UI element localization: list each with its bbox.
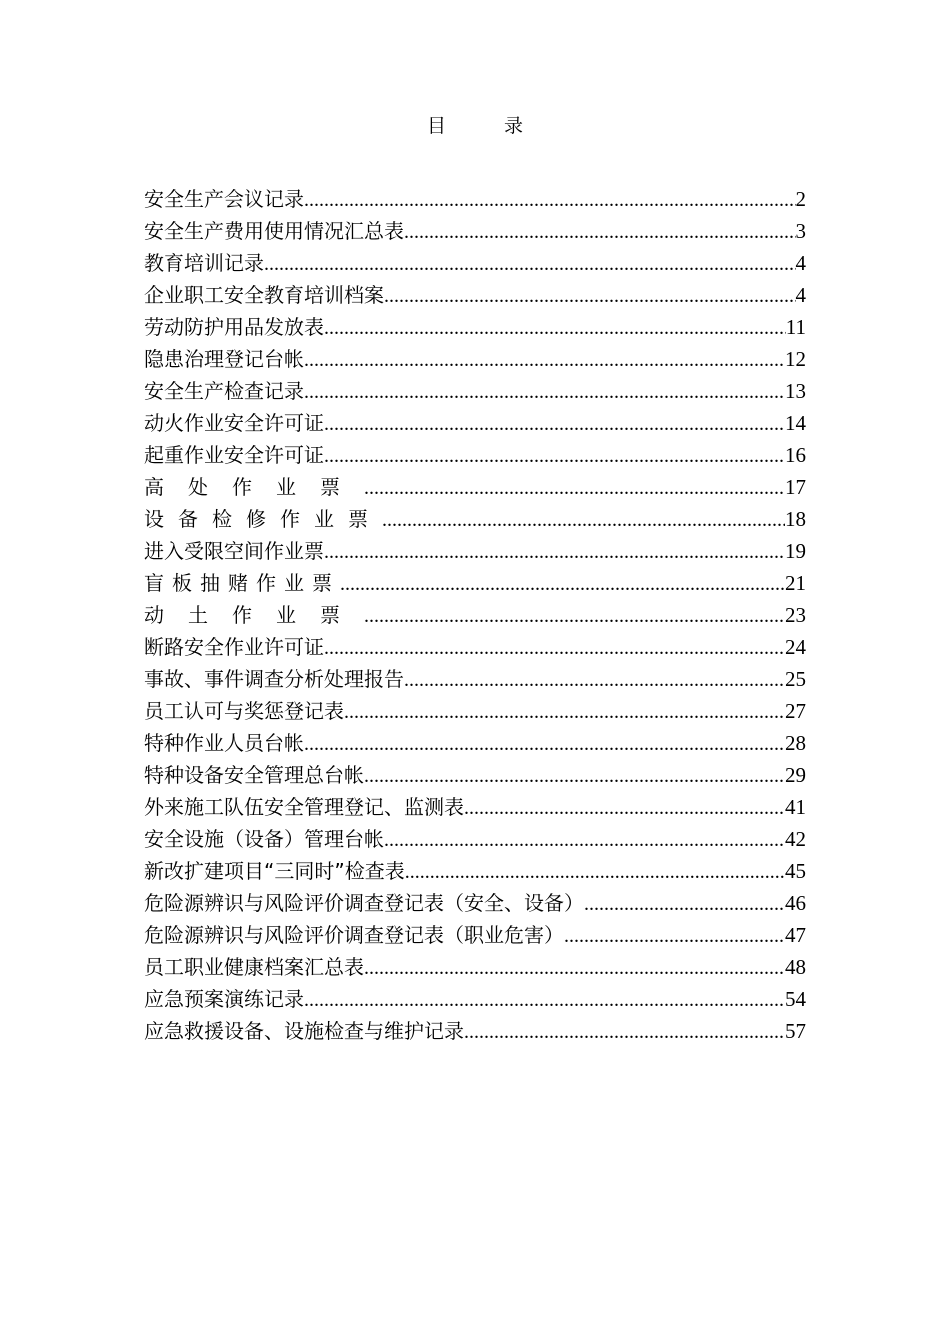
toc-title: 目 录	[426, 115, 550, 137]
toc-entry-label: 教育培训记录	[144, 251, 264, 275]
toc-dot-leader	[405, 856, 785, 888]
toc-dot-leader	[324, 312, 786, 344]
toc-entry-label: 危险源辨识与风险评价调查登记表（职业危害）	[144, 923, 564, 947]
toc-list	[144, 183, 806, 1047]
toc-entry[interactable]	[144, 247, 806, 279]
toc-dot-leader	[384, 280, 796, 312]
toc-dot-leader	[382, 504, 785, 536]
toc-entry-label: 安全生产检查记录	[144, 379, 304, 403]
toc-entry-label: 断路安全作业许可证	[144, 635, 324, 659]
toc-entry[interactable]	[144, 695, 806, 727]
toc-entry-label: 劳动防护用品发放表	[144, 315, 324, 339]
toc-entry[interactable]	[144, 503, 806, 535]
toc-dot-leader	[344, 696, 785, 728]
toc-dot-leader	[584, 888, 785, 920]
toc-entry[interactable]	[144, 855, 806, 887]
toc-entry-page: 18	[785, 507, 806, 531]
toc-entry-label: 员工认可与奖惩登记表	[144, 699, 344, 723]
toc-entry-label: 应急救援设备、设施检查与维护记录	[144, 1019, 464, 1043]
toc-dot-leader	[340, 568, 785, 600]
toc-entry-page: 12	[785, 347, 806, 371]
toc-entry-label: 事故、事件调查分析处理报告	[144, 667, 404, 691]
toc-entry[interactable]	[144, 599, 806, 631]
toc-entry[interactable]	[144, 887, 806, 919]
toc-entry-page: 14	[785, 411, 806, 435]
toc-entry[interactable]	[144, 919, 806, 951]
toc-entry-page: 27	[785, 699, 806, 723]
toc-entry-page: 3	[795, 219, 806, 243]
toc-entry[interactable]	[144, 663, 806, 695]
toc-dot-leader	[304, 728, 785, 760]
toc-entry[interactable]	[144, 407, 806, 439]
toc-entry-label: 设备检修作业票	[144, 507, 382, 531]
toc-entry-label: 特种设备安全管理总台帐	[144, 763, 364, 787]
toc-entry[interactable]	[144, 375, 806, 407]
toc-entry[interactable]	[144, 439, 806, 471]
toc-entry[interactable]	[144, 215, 806, 247]
toc-dot-leader	[304, 984, 785, 1016]
toc-entry-page: 23	[785, 603, 806, 627]
toc-dot-leader	[324, 440, 785, 472]
toc-dot-leader	[324, 536, 785, 568]
toc-entry[interactable]	[144, 631, 806, 663]
toc-entry-label: 动土作业票	[144, 603, 364, 627]
toc-dot-leader	[404, 216, 796, 248]
toc-entry[interactable]	[144, 791, 806, 823]
toc-dot-leader	[464, 792, 785, 824]
toc-entry-label: 盲板抽赌作业票	[144, 571, 340, 595]
toc-entry-label: 安全生产会议记录	[144, 187, 304, 211]
toc-dot-leader	[304, 376, 785, 408]
toc-entry-label: 高处作业票	[144, 475, 364, 499]
toc-entry[interactable]	[144, 183, 806, 215]
toc-entry-page: 16	[785, 443, 806, 467]
toc-entry-label: 动火作业安全许可证	[144, 411, 324, 435]
toc-entry-page: 11	[785, 315, 806, 339]
toc-entry[interactable]	[144, 1015, 806, 1047]
toc-entry[interactable]	[144, 983, 806, 1015]
toc-dot-leader	[404, 664, 785, 696]
toc-entry-page: 13	[785, 379, 806, 403]
toc-entry-page: 47	[785, 923, 806, 947]
toc-entry[interactable]	[144, 471, 806, 503]
toc-entry-page: 25	[785, 667, 806, 691]
toc-entry[interactable]	[144, 823, 806, 855]
toc-entry-page: 45	[785, 859, 806, 883]
toc-entry-label: 安全设施（设备）管理台帐	[144, 827, 384, 851]
toc-dot-leader	[304, 184, 796, 216]
toc-entry-page: 2	[795, 187, 806, 211]
toc-entry-page: 19	[785, 539, 806, 563]
toc-entry-page: 4	[795, 283, 806, 307]
toc-dot-leader	[364, 600, 785, 632]
toc-dot-leader	[364, 472, 785, 504]
toc-dot-leader	[364, 952, 785, 984]
toc-entry-label: 外来施工队伍安全管理登记、监测表	[144, 795, 464, 819]
toc-entry[interactable]	[144, 759, 806, 791]
toc-entry-page: 48	[785, 955, 806, 979]
toc-entry[interactable]	[144, 279, 806, 311]
toc-dot-leader	[264, 248, 796, 280]
toc-entry-page: 24	[785, 635, 806, 659]
toc-entry-label: 进入受限空间作业票	[144, 539, 324, 563]
toc-entry[interactable]	[144, 727, 806, 759]
toc-entry-label: 企业职工安全教育培训档案	[144, 283, 384, 307]
toc-entry[interactable]	[144, 311, 806, 343]
toc-entry-page: 29	[785, 763, 806, 787]
toc-entry-label: 员工职业健康档案汇总表	[144, 955, 364, 979]
toc-entry-page: 17	[785, 475, 806, 499]
toc-entry-label: 安全生产费用使用情况汇总表	[144, 219, 404, 243]
toc-entry-label: 特种作业人员台帐	[144, 731, 304, 755]
toc-dot-leader	[384, 824, 785, 856]
toc-entry-label: 隐患治理登记台帐	[144, 347, 304, 371]
toc-entry-page: 57	[785, 1019, 806, 1043]
toc-entry[interactable]	[144, 951, 806, 983]
toc-entry-label: 危险源辨识与风险评价调查登记表（安全、设备）	[144, 891, 584, 915]
toc-entry-page: 21	[785, 571, 806, 595]
toc-entry-page: 42	[785, 827, 806, 851]
toc-entry-page: 4	[795, 251, 806, 275]
toc-entry-page: 28	[785, 731, 806, 755]
toc-entry-label: 新改扩建项目“三同时”检查表	[144, 859, 405, 883]
toc-dot-leader	[324, 632, 785, 664]
toc-entry[interactable]	[144, 535, 806, 567]
toc-dot-leader	[464, 1016, 785, 1048]
toc-entry-page: 46	[785, 891, 806, 915]
toc-entry[interactable]	[144, 343, 806, 375]
toc-dot-leader	[564, 920, 785, 952]
toc-entry[interactable]	[144, 567, 806, 599]
toc-dot-leader	[324, 408, 785, 440]
toc-entry-page: 54	[785, 987, 806, 1011]
toc-entry-page: 41	[785, 795, 806, 819]
toc-dot-leader	[364, 760, 785, 792]
toc-entry-label: 应急预案演练记录	[144, 987, 304, 1011]
toc-dot-leader	[304, 344, 785, 376]
toc-entry-label: 起重作业安全许可证	[144, 443, 324, 467]
